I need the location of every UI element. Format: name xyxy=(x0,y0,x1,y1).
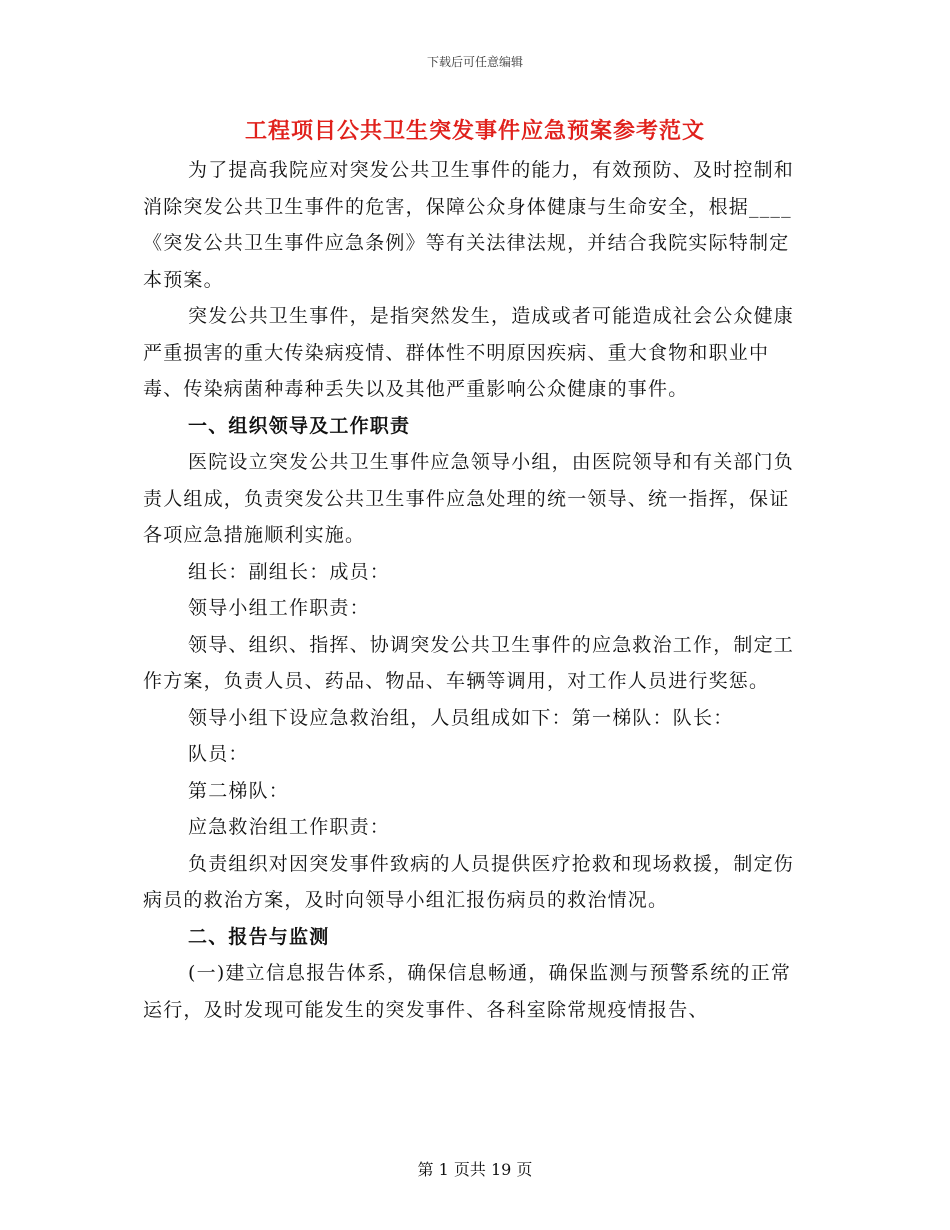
paragraph: 领导、组织、指挥、协调突发公共卫生事件的应急救治工作，制定工作方案，负责人员、药品、物品、车辆等调用，对工作人员进行奖惩。 xyxy=(143,633,795,692)
document-title: 工程项目公共卫生突发事件应急预案参考范文 xyxy=(244,118,705,144)
paragraph: 为了提高我院应对突发公共卫生事件的能力，有效预防、及时控制和消除突发公共卫生事件的危害，保障公众身体健康与生命安全，根据____《突发公共卫生事件应急条例》等有关法律法规，并结合我院实际特制定本预案。 xyxy=(143,159,795,291)
paragraph: 第二梯队： xyxy=(188,779,290,802)
section-heading: 一、组织领导及工作职责 xyxy=(188,414,411,437)
paragraph: 应急救治组工作职责： xyxy=(188,816,391,838)
paragraph: 负责组织对因突发事件致病的人员提供医疗抢救和现场救援，制定伤病员的救治方案，及时向领导小组汇报伤病员的救治情况。 xyxy=(143,852,795,911)
paragraph: 医院设立突发公共卫生事件应急领导小组，由医院领导和有关部门负责人组成，负责突发公共卫生事件应急处理的统一领导、统一指挥，保证各项应急措施顺利实施。 xyxy=(143,451,795,546)
header-note: 下载后可任意编辑 xyxy=(426,55,523,69)
paragraph: 突发公共卫生事件，是指突然发生，造成或者可能造成社会公众健康严重损害的重大传染病疫情、群体性不明原因疾病、重大食物和职业中毒、传染病菌种毒种丢失以及其他严重影响公众健康的事件。 xyxy=(143,305,795,400)
paragraph: 队员： xyxy=(188,743,249,765)
document-body xyxy=(143,152,803,1028)
paragraph: 领导小组工作职责： xyxy=(188,597,370,619)
page-footer: 第 1 页共 19 页 xyxy=(417,1160,533,1179)
section-heading: 二、报告与监测 xyxy=(188,925,330,948)
paragraph: 组长：副组长：成员： xyxy=(188,560,391,583)
paragraph: 领导小组下设应急救治组，人员组成如下：第一梯队：队长： xyxy=(188,706,734,729)
paragraph: (一)建立信息报告体系，确保信息畅通，确保监测与预警系统的正常运行，及时发现可能发生的突发事件、各科室除常规疫情报告、 xyxy=(143,962,792,1021)
